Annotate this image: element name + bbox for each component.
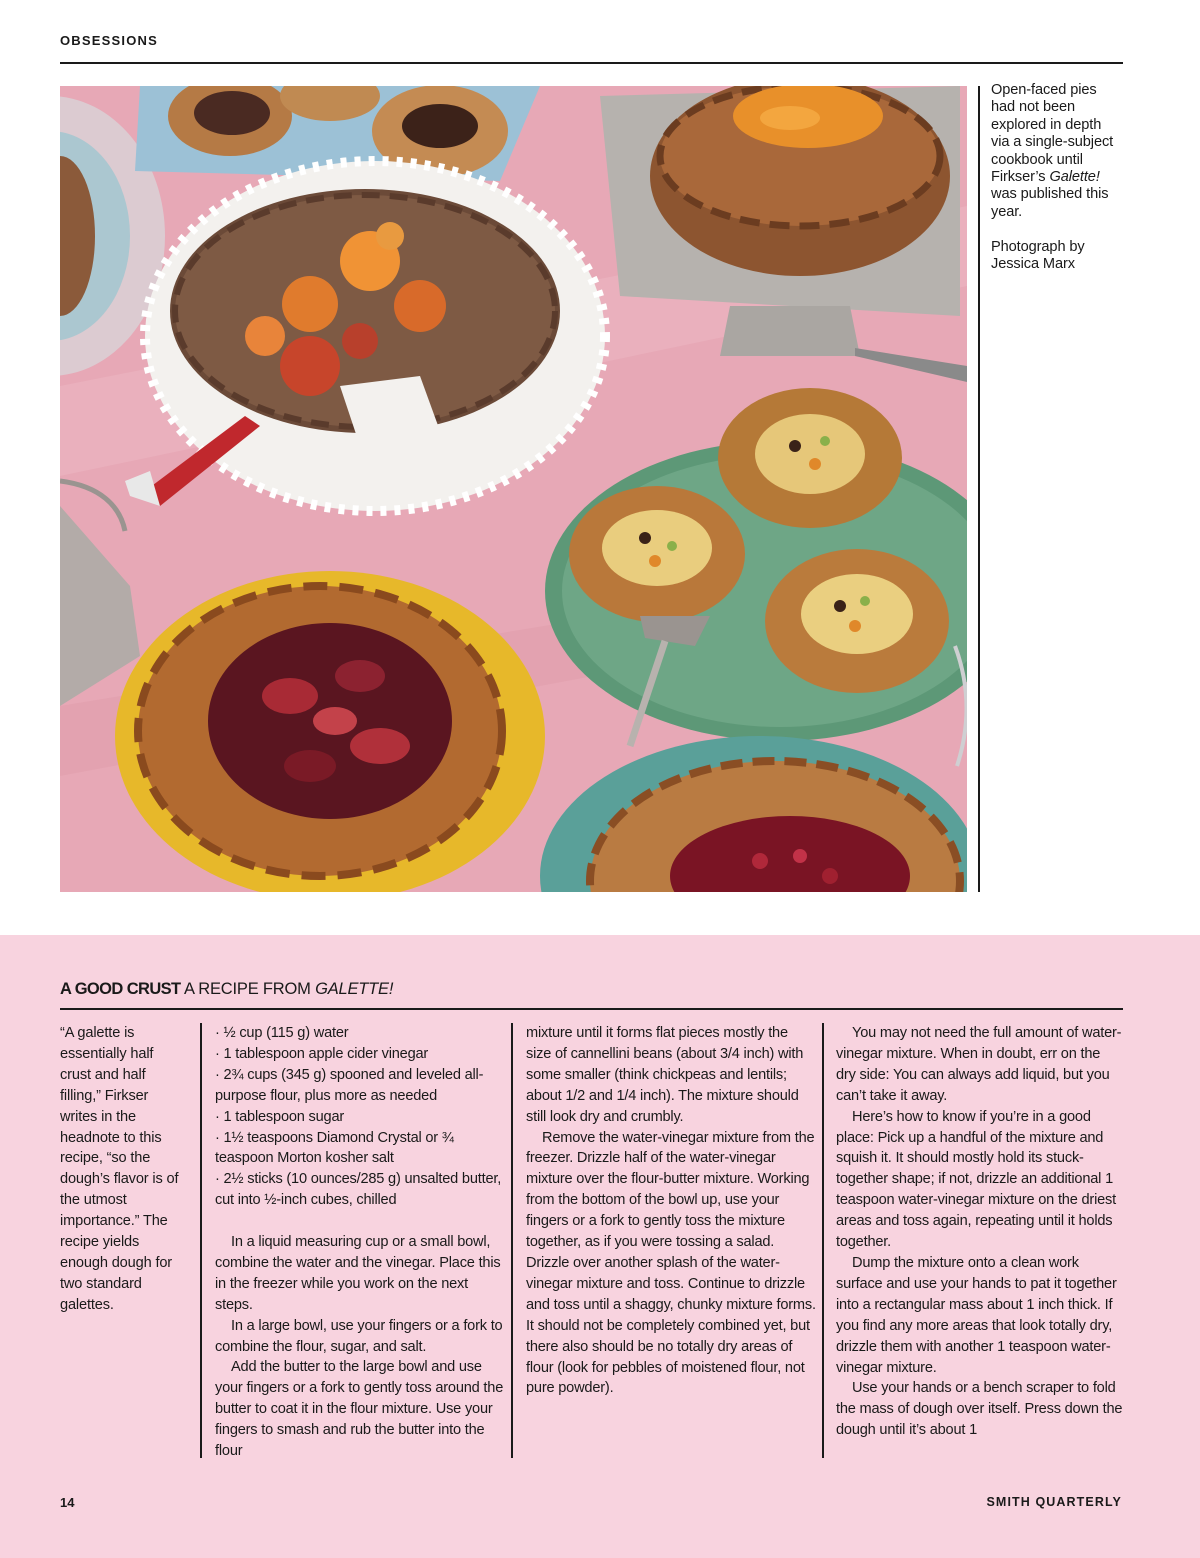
- galette-photo: [60, 86, 967, 892]
- recipe-step: You may not need the full amount of water-vinegar mixture. When in doubt, err on the dry side: You can always add liquid, but you can’t take it away.: [836, 1025, 1122, 1104]
- caption-rule: [978, 86, 980, 892]
- heading-rule: [60, 1008, 1123, 1010]
- column-rule: [511, 1023, 513, 1458]
- recipe-step: Here’s how to know if you’re in a good place: Pick up a handful of the mixture and squish it. It should mostly hold its stuck-together shape; if not, drizzle an additional 1 teaspoon water-vinegar mixture on the driest areas and toss again, repeating until it holds together.: [836, 1108, 1116, 1251]
- photo-caption: [991, 82, 1121, 291]
- recipe-step: mixture until it forms flat pieces mostly the size of cannellini beans (about 3/4 inch) with some smaller (think chickpeas and lentils; about 1/2 and 1/4 inch). The mixture should still look dry and crumbly.: [526, 1025, 804, 1125]
- column-rule: [822, 1023, 824, 1458]
- ingredient: · 1½ teaspoons Diamond Crystal or ¾ teaspoon Morton kosher salt: [215, 1129, 454, 1167]
- ingredient: · 2¾ cups (345 g) spooned and leveled all-purpose flour, plus more as needed: [215, 1066, 484, 1104]
- caption-text: Open-faced pies had not been explored in depth via a single-subject cookbook until Firkser’s Galette! was published this year.: [991, 82, 1114, 220]
- ingredient: · 2½ sticks (10 ounces/285 g) unsalted butter, cut into ½-inch cubes, chilled: [215, 1171, 502, 1209]
- ingredient: · ½ cup (115 g) water: [215, 1025, 349, 1041]
- recipe-step: In a large bowl, use your fingers or a fork to combine the flour, sugar, and salt.: [215, 1317, 503, 1355]
- recipe-step: Dump the mixture onto a clean work surface and use your hands to pat it together into a rectangular mass about 1 inch thick. If you find any more areas that look totally dry, drizzle them with another 1 teaspoon water-vinegar mixture.: [836, 1254, 1117, 1376]
- section-label: OBSESSIONS: [60, 33, 158, 48]
- page-number: 14: [60, 1495, 75, 1510]
- recipe-column-2: [526, 1023, 816, 1399]
- recipe-step: Add the butter to the large bowl and use your fingers or a fork to gently toss around the butter to coat it in the flour mixture. Use your fingers to smash and rub the butter into the flour: [215, 1359, 504, 1460]
- recipe-step: Use your hands or a bench scraper to fold the mass of dough over itself. Press down the dough until it’s about 1: [836, 1380, 1123, 1439]
- photo-credit: Photograph by Jessica Marx: [991, 238, 1085, 273]
- top-rule: [60, 62, 1123, 64]
- book-title: Galette!: [1049, 169, 1100, 186]
- recipe-step: In a liquid measuring cup or a small bowl, combine the water and the vinegar. Place this in the freezer while you work on the next steps.: [215, 1234, 501, 1313]
- recipe-column-1: [215, 1023, 505, 1462]
- recipe-step: Remove the water-vinegar mixture from the freezer. Drizzle half of the water-vinegar mixture over the flour-butter mixture. Working from the bottom of the bowl up, use your fingers or a fork to gently toss the mixture together, as if you were tossing a salad. Drizzle over another splash of the water-vinegar mixture and toss. Continue to drizzle and toss until a shaggy, chunky mixture forms. It should not be completely combined yet, but there also should be no totally dry areas of flour (look for pebbles of moistened flour, not pure powder).: [526, 1129, 816, 1397]
- recipe-heading: A GOOD CRUST A RECIPE FROM GALETTE!: [60, 980, 394, 998]
- ingredient: · 1 tablespoon sugar: [215, 1108, 345, 1125]
- magazine-name: SMITH QUARTERLY: [986, 1495, 1122, 1509]
- recipe-column-3: [836, 1023, 1123, 1441]
- ingredient: · 1 tablespoon apple cider vinegar: [215, 1045, 429, 1062]
- recipe-intro: “A galette is essentially half crust and half filling,” Firkser writes in the headnote to this recipe, “so the dough’s flavor is of the utmost importance.” The recipe yields enough dough for two standard galettes.: [60, 1025, 179, 1313]
- column-rule: [200, 1023, 202, 1458]
